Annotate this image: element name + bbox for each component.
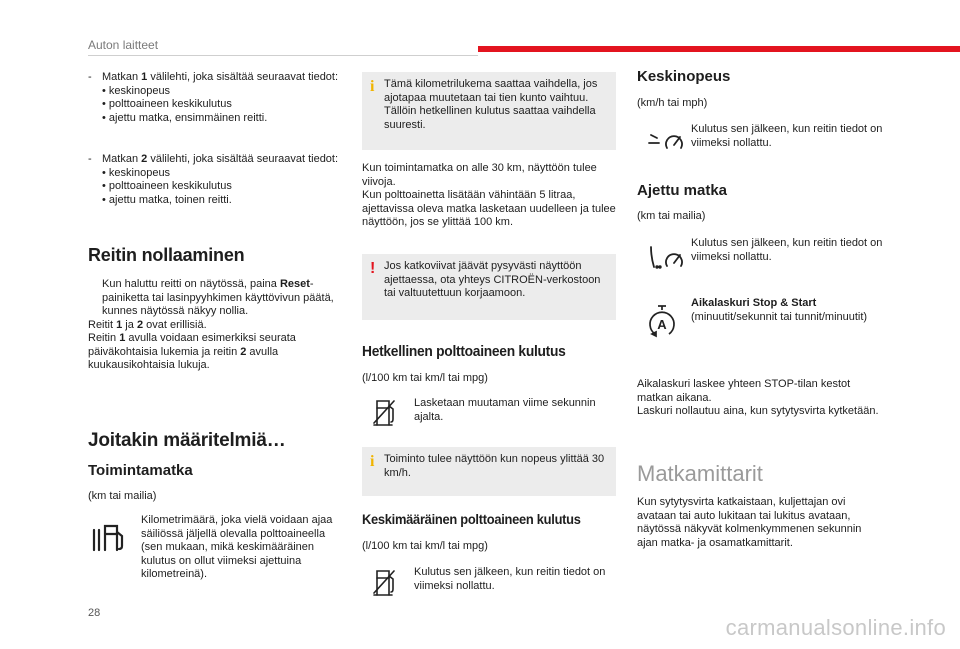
dash-marker: - <box>88 71 92 83</box>
trip1-list <box>102 85 348 126</box>
range-description: Kilometrimäärä, joka vielä voidaan ajaa säiliössä jäljellä olevalla polttoaineella (sen mukaan, mikä keskimääräinen kulutus on ollut viimeksi ajettuina kilometreinä). <box>141 514 333 580</box>
reset-heading: Reitin nollaaminen <box>88 245 245 265</box>
list-item: • polttoaineen keskikulutus <box>102 98 232 110</box>
warning-note-text: Jos katkoviivat jäävät pysyvästi näyttöön ajettaessa, ota yhteys CITROËN-verkostoon tai valtuutettuun korjaamoon. <box>384 260 601 299</box>
trip2-list <box>102 167 348 208</box>
avg-speed-description: Kulutus sen jälkeen, kun reitin tiedot on viimeksi nollattu. <box>691 123 883 149</box>
reset-note-1: Reitit 1 ja 2 ovat erillisiä. <box>88 318 207 331</box>
stop-start-title: Aikalaskuri Stop & Start <box>691 297 817 309</box>
avg-consumption-description: Kulutus sen jälkeen, kun reitin tiedot on viimeksi nollattu. <box>414 566 606 592</box>
instant-consumption-heading: Hetkellinen polttoaineen kulutus <box>362 343 566 360</box>
watermark: carmanualsonline.info <box>725 615 946 640</box>
list-item: • ajettu matka, toinen reitti. <box>102 193 232 206</box>
range-heading: Toimintamatka <box>88 462 193 479</box>
stop-start-unit: (minuutit/sekunnit tai tunnit/minuutit) <box>691 310 868 323</box>
page-number: 28 <box>88 607 101 619</box>
info-note-box-2 <box>362 447 616 496</box>
range-note: Kun toimintamatka on alle 30 km, näyttöön tulee viivoja. Kun polttoainetta lisätään vähintään 5 litraa, ajettavissa oleva matka lasketaan uudelleen ja tulee näyttöön, jos se ylittää 100 km. <box>362 162 616 228</box>
list-item: • ajettu matka, ensimmäinen reitti. <box>102 111 268 124</box>
trip2-block <box>88 153 348 207</box>
instant-consumption-unit: (l/100 km tai km/l tai mpg) <box>362 372 488 384</box>
trip1-intro: Matkan 1 välilehti, joka sisältää seuraavat tiedot: <box>102 71 339 83</box>
avg-consumption-heading: Keskimääräinen polttoaineen kulutus <box>362 511 581 527</box>
list-item: • polttoaineen keskikulutus <box>102 180 232 192</box>
avg-speed-unit: (km/h tai mph) <box>637 97 708 109</box>
info-note-2-text: Toiminto tulee näyttöön kun nopeus ylittää 30 km/h. <box>384 453 605 479</box>
dash-marker: - <box>88 153 92 165</box>
section-title: Auton laitteet <box>88 38 159 52</box>
header-divider <box>88 55 478 56</box>
list-item: • keskinopeus <box>102 84 171 97</box>
distance-heading: Ajettu matka <box>637 182 728 199</box>
avg-speed-heading: Keskinopeus <box>637 68 731 85</box>
definitions-heading: Joitakin määritelmiä… <box>88 430 286 451</box>
arrow-bullet-icon <box>88 278 102 319</box>
avg-consumption-unit: (l/100 km tai km/l tai mpg) <box>362 540 488 552</box>
fuel-pump-instant-icon <box>372 397 398 427</box>
trip2-intro: Matkan 2 välilehti, joka sisältää seuraavat tiedot: <box>102 153 339 165</box>
odometers-description: Kun sytytysvirta katkaistaan, kuljettajan ovi avataan tai auto lukitaan tai lukitus avataan, näytössä näkyvät kolmenkymmenen sekunnin ajan matka- ja osamatkamittarit. <box>637 496 862 549</box>
info-icon: i <box>370 78 375 95</box>
warning-note-box <box>362 254 616 320</box>
reset-instructions: Kun haluttu reitti on näytössä, paina Reset-painiketta tai lasinpyyhkimen käyttövivun päätä, kunnes näytössä näkyy nollia. Reitit 1 ja 2 ovat erillisiä. Reitin 1 avulla voidaan esimerkiksi seurata päiväkohtaisia lukemia ja reitin 2 avulla kuukausikohtaisia lukuja. <box>88 278 348 373</box>
info-icon: i <box>370 453 375 470</box>
stop-start-timer-icon <box>647 303 677 339</box>
list-item: • keskinopeus <box>102 166 171 179</box>
fuel-pump-range-icon <box>91 520 127 556</box>
instant-consumption-description: Lasketaan muutaman viime sekunnin ajalta. <box>414 397 596 423</box>
stop-start-icon-letter: A <box>657 317 667 332</box>
info-note-box <box>362 72 616 150</box>
warning-icon: ! <box>370 260 376 277</box>
header-accent-bar <box>478 46 960 52</box>
speedometer-average-icon <box>647 129 685 153</box>
distance-unit: (km tai mailia) <box>637 210 706 222</box>
distance-travelled-icon <box>647 243 685 271</box>
odometers-heading: Matkamittarit <box>637 461 763 486</box>
stop-start-description: Aikalaskuri laskee yhteen STOP-tilan kestot matkan aikana. Laskuri nollautuu aina, kun sytytysvirta kytketään. <box>637 378 879 417</box>
stop-start-block <box>691 297 887 324</box>
distance-description: Kulutus sen jälkeen, kun reitin tiedot on viimeksi nollattu. <box>691 237 883 263</box>
info-note-text: Tämä kilometrilukema saattaa vaihdella, jos ajotapaa muutetaan tai tien kunto vaihtuu. Tällöin hetkellinen kulutus saattaa vaihdella suuresti. <box>384 78 598 131</box>
range-unit: (km tai mailia) <box>88 490 157 502</box>
fuel-pump-average-icon <box>372 567 398 597</box>
reset-note-2: Reitin 1 avulla voidaan esimerkiksi seurata päiväkohtaisia lukemia ja reitin 2 avulla kuukausikohtaisia lukuja. <box>88 332 296 371</box>
trip1-block <box>88 71 348 125</box>
